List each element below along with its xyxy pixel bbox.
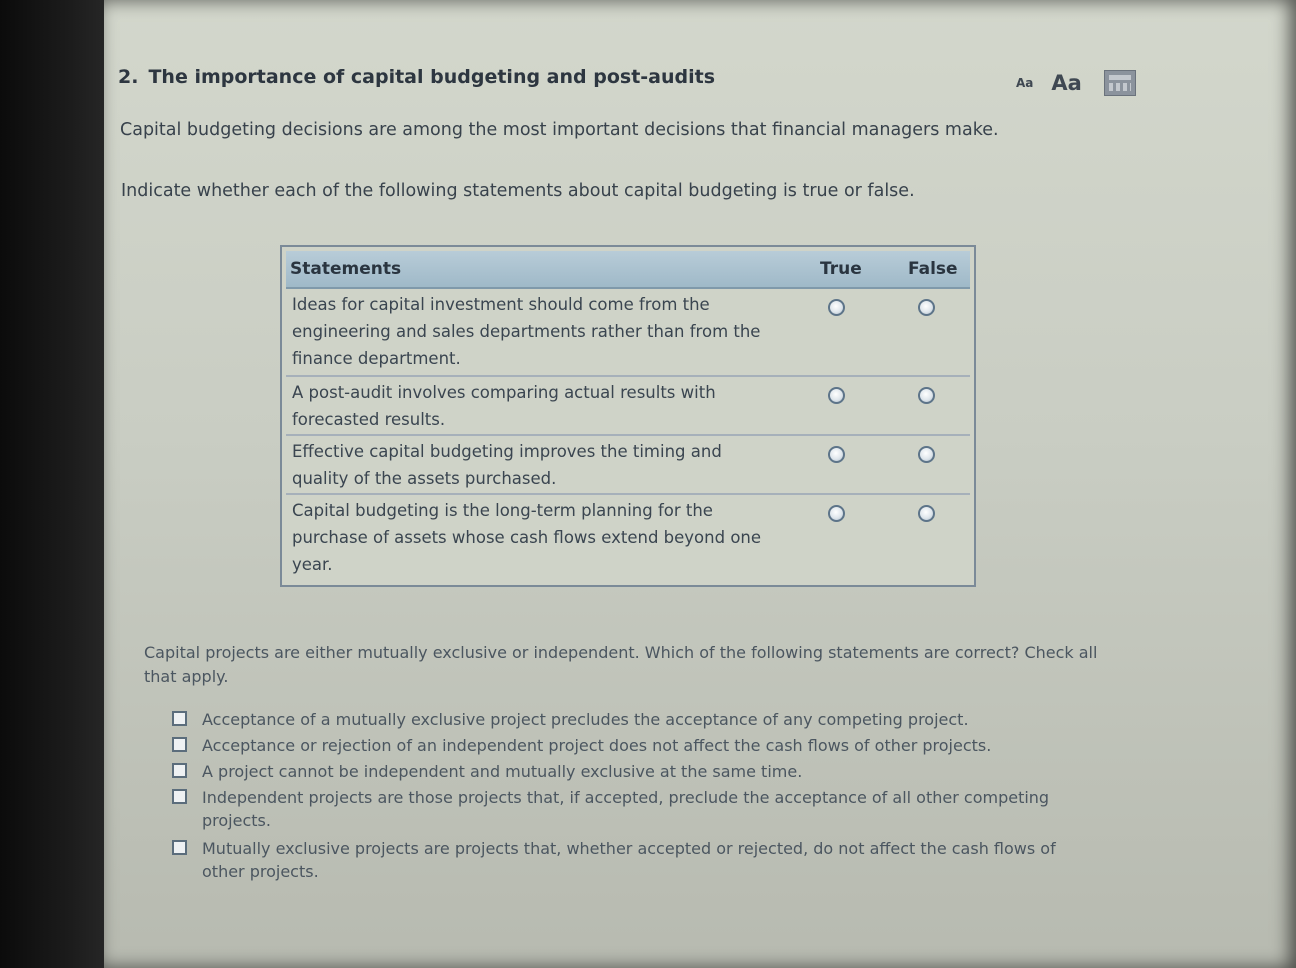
- checkbox-option: [172, 760, 1072, 783]
- false-radio[interactable]: [918, 387, 935, 404]
- checkbox-label: A project cannot be independent and mutually exclusive at the same time.: [202, 762, 803, 781]
- checkbox[interactable]: [172, 763, 187, 778]
- monitor-bezel: [0, 0, 118, 968]
- table-row: [286, 377, 970, 436]
- table-header: [286, 251, 970, 289]
- checkbox-label: Acceptance or rejection of an independent project does not affect the cash flows of other projects.: [202, 736, 992, 755]
- statement-text: Capital budgeting is the long-term planning for the purchase of assets whose cash flows extend beyond one year.: [292, 501, 762, 574]
- checkbox[interactable]: [172, 737, 187, 752]
- question-number: 2.: [118, 66, 139, 88]
- increase-font-button[interactable]: Aa: [1051, 71, 1082, 95]
- toolbar: [1016, 70, 1136, 96]
- true-radio[interactable]: [828, 299, 845, 316]
- statement-text: A post-audit involves comparing actual results with forecasted results.: [292, 383, 716, 429]
- header-true: True: [820, 259, 862, 279]
- table-row: [286, 436, 970, 495]
- checkbox-question-prompt: Capital projects are either mutually exclusive or independent. Which of the following statements are correct? Check all that apply.: [144, 643, 1098, 686]
- checkbox[interactable]: [172, 840, 187, 855]
- statement-text: Ideas for capital investment should come from the engineering and sales departments rather than from the finance department.: [292, 295, 761, 368]
- calculator-icon[interactable]: [1104, 70, 1136, 96]
- checkbox-label: Mutually exclusive projects are projects that, whether accepted or rejected, do not affect the cash flows of other projects.: [202, 839, 1056, 881]
- checkbox-option: [172, 734, 1072, 757]
- checkbox-label: Independent projects are those projects that, if accepted, preclude the acceptance of all other competing projects.: [202, 788, 1050, 830]
- instruction-text: Indicate whether each of the following statements about capital budgeting is true or false.: [121, 181, 915, 201]
- intro-text: Capital budgeting decisions are among the most important decisions that financial managers make.: [120, 120, 999, 140]
- checkbox[interactable]: [172, 711, 187, 726]
- table-row: [286, 495, 970, 579]
- false-radio[interactable]: [918, 505, 935, 522]
- false-radio[interactable]: [918, 446, 935, 463]
- true-radio[interactable]: [828, 505, 845, 522]
- question-title-text: The importance of capital budgeting and post-audits: [148, 66, 716, 88]
- false-radio[interactable]: [918, 299, 935, 316]
- decrease-font-button[interactable]: Aa: [1016, 76, 1034, 90]
- checkbox-list: [172, 708, 1072, 883]
- checkbox[interactable]: [172, 789, 187, 804]
- true-radio[interactable]: [828, 387, 845, 404]
- true-false-table: [280, 245, 976, 587]
- checkbox-label: Acceptance of a mutually exclusive project precludes the acceptance of any competing project.: [202, 710, 969, 729]
- checkbox-option: [172, 837, 1072, 883]
- checkbox-option: [172, 786, 1072, 832]
- checkbox-option: [172, 708, 1072, 731]
- true-radio[interactable]: [828, 446, 845, 463]
- question-title: [118, 66, 715, 88]
- header-statements: Statements: [290, 259, 402, 279]
- header-false: False: [908, 259, 958, 279]
- table-row: [286, 289, 970, 377]
- statement-text: Effective capital budgeting improves the timing and quality of the assets purchased.: [292, 442, 722, 488]
